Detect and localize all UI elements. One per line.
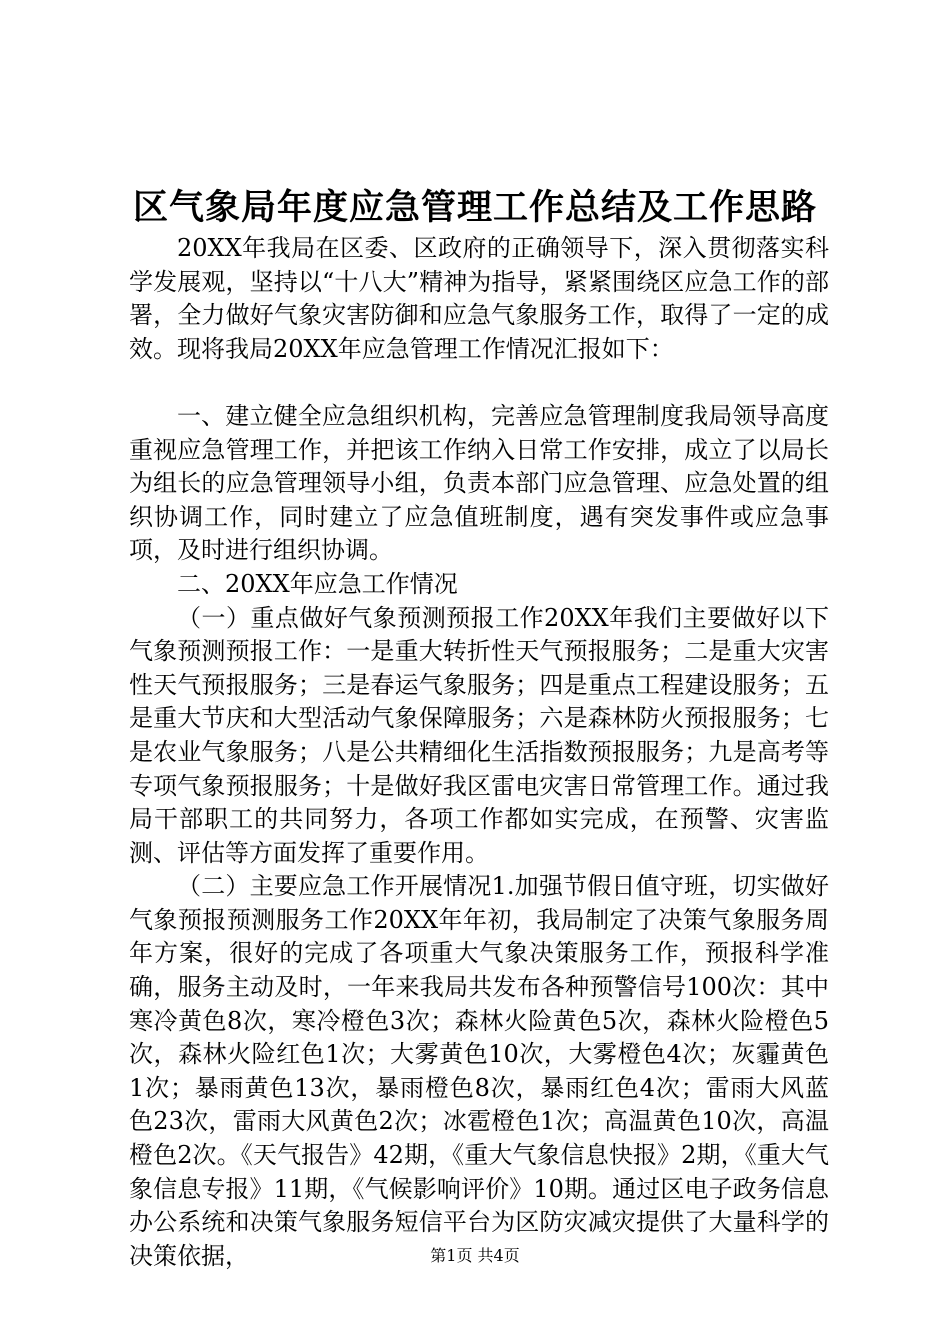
subsection-one-paragraph: （一）重点做好气象预测预报工作20XX年我们主要做好以下气象预测预报工作：一是重大转折性天气预报服务；二是重大灾害性天气预报服务；三是春运气象服务；四是重点工程建设服务；五是重大节庆和大型活动气象保障服务；六是森林防火预报服务；七是农业气象服务；八是公共精细化生活指数预报服务；九是高考等专项气象预报服务；十是做好我区雷电灾害日常管理工作。通过我局干部职工的共同努力，各项工作都如实完成，在预警、灾害监测、评估等方面发挥了重要作用。 <box>129 603 829 867</box>
subsection-two-paragraph: （二）主要应急工作开展情况1.加强节假日值守班，切实做好气象预报预测服务工作20XX年年初，我局制定了决策气象服务周年方案，很好的完成了各项重大气象决策服务工作，预报科学准确，服务主动及时，一年来我局共发布各种预警信号100次：其中寒冷黄色8次，寒冷橙色3次；森林火险黄色5次，森林火险橙色5次，森林火险红色1次；大雾黄色10次，大雾橙色4次；灰霾黄色1次；暴雨黄色13次，暴雨橙色8次，暴雨红色4次；雷雨大风蓝色23次，雷雨大风黄色2次；冰雹橙色1次；高温黄色10次，高温橙色2次。《天气报告》42期，《重大气象信息快报》2期，《重大气象信息专报》11期，《气候影响评价》10期。通过区电子政务信息办公系统和决策气象服务短信平台为区防灾减灾提供了大量科学的决策依据， <box>129 872 829 1270</box>
document-body <box>129 232 829 1273</box>
section-two-heading: 二、20XX年应急工作情况 <box>177 569 458 598</box>
intro-paragraph: 20XX年我局在区委、区政府的正确领导下，深入贯彻落实科学发展观，坚持以“十八大”精神为指导，紧紧围绕区应急工作的部署，全力做好气象灾害防御和应急气象服务工作，取得了一定的成效。现将我局20XX年应急管理工作情况汇报如下： <box>129 234 829 363</box>
section-one-paragraph: 一、建立健全应急组织机构，完善应急管理制度我局领导高度重视应急管理工作，并把该工作纳入日常工作安排，成立了以局长为组长的应急管理领导小组，负责本部门应急管理、应急处置的组织协调工作，同时建立了应急值班制度，遇有突发事件或应急事项，及时进行组织协调。 <box>129 401 829 565</box>
page-footer: 第1页 共4页 <box>430 1246 520 1265</box>
page-title: 区气象局年度应急管理工作总结及工作思路 <box>132 187 817 228</box>
